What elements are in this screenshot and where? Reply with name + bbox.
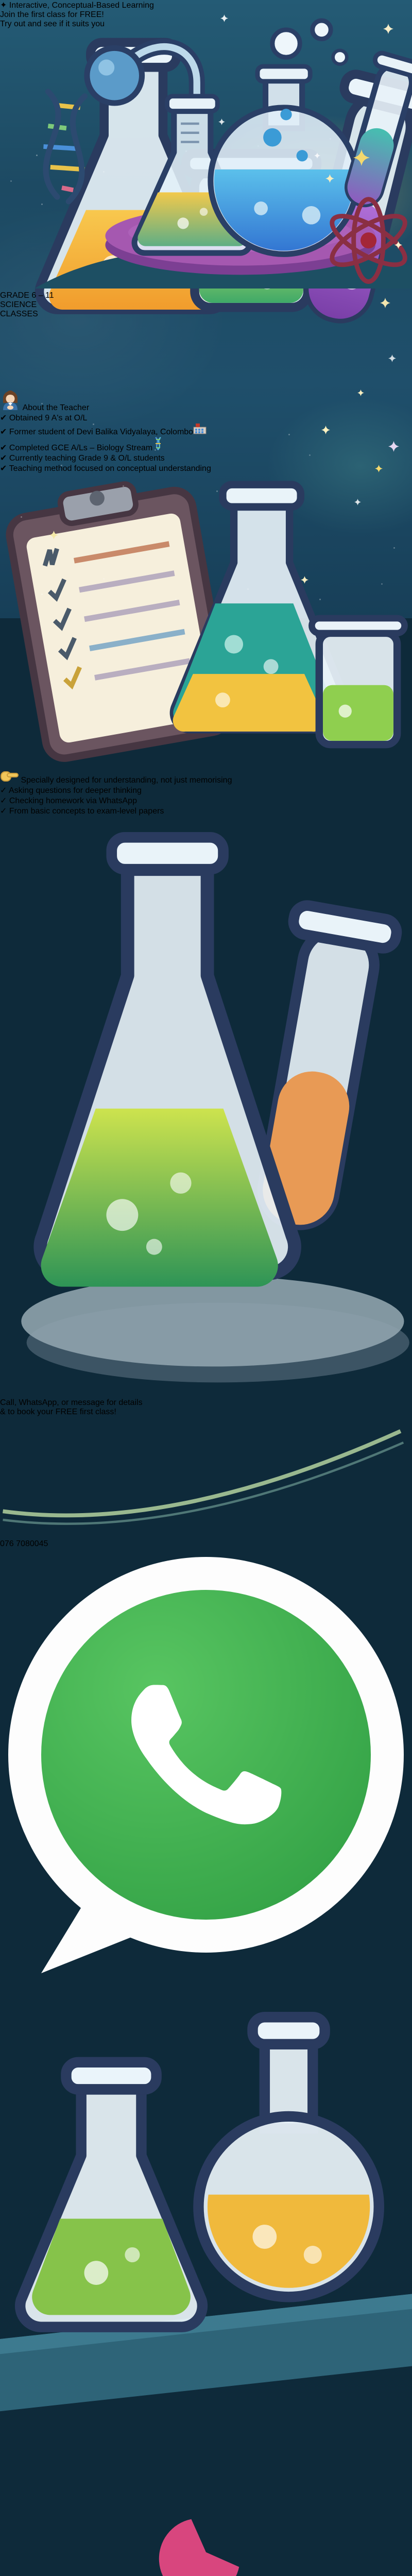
teacher-item xyxy=(0,463,412,473)
checkmark-icon: ✔ xyxy=(0,427,7,436)
method-section xyxy=(0,769,412,816)
teacher-item-text: Former student of Devi Balika Vidyalaya, Colombo xyxy=(9,428,207,436)
free-banner-subtitle: Try out and see if it suits you xyxy=(0,20,105,28)
teacher-item-text: Currently teaching Grade 9 & O/L students xyxy=(9,453,165,463)
method-item xyxy=(0,806,412,816)
teacher-item-text: Obtained 9 A's at O/L xyxy=(9,413,88,422)
checkmark-icon: ✔ xyxy=(0,443,7,452)
small-green-beaker-icon xyxy=(312,618,404,744)
chemistry-lab-illustration xyxy=(0,0,412,289)
checkmark-icon: ✔ xyxy=(0,413,7,422)
clipboard-flask-illustration xyxy=(0,473,412,767)
grade-badge: GRADE 6 – 11 xyxy=(0,291,54,300)
teacher-item-text: Teaching method focused on conceptual understanding xyxy=(9,464,211,473)
confetti-decoration xyxy=(0,2504,412,2576)
green-flask-illustration xyxy=(0,816,412,1396)
method-heading-rest: for understanding, not just memorising xyxy=(89,775,232,785)
small-flasks-illustration xyxy=(0,1984,412,2501)
method-item xyxy=(0,795,412,806)
checkmark-icon: ✔ xyxy=(0,464,7,473)
cta-line1-bold: Call, WhatsApp, or message xyxy=(0,1398,105,1408)
cta-line1-rest: for details xyxy=(104,1398,143,1408)
checkmark-icon: ✓ xyxy=(0,786,7,795)
checkmark-icon: ✔ xyxy=(0,453,7,463)
teacher-card-heading: About the Teacher xyxy=(22,403,90,412)
method-item xyxy=(0,785,412,795)
small-green-flask-icon xyxy=(20,2062,202,2327)
pointing-finger-icon xyxy=(0,769,19,783)
about-teacher-card xyxy=(0,389,412,473)
cta-line2: & to book your FREE first class! xyxy=(0,1408,116,1417)
small-yellow-round-flask-icon xyxy=(198,2018,379,2303)
teacher-item xyxy=(0,413,412,423)
teacher-item xyxy=(0,437,412,453)
teacher-item-text: Completed GCE A/Ls – Biology Stream xyxy=(9,444,164,452)
checkmark-icon: ✓ xyxy=(0,806,7,816)
green-swoosh-decoration xyxy=(0,1417,412,1537)
dna-helix-icon xyxy=(43,92,84,201)
poster-title-line2: CLASSES xyxy=(0,310,38,318)
method-item-text: Asking questions for deeper thinking xyxy=(8,786,142,795)
phone-number: 076 7080045 xyxy=(0,1539,48,1549)
teacher-emoji-icon xyxy=(0,389,21,410)
poster-title-line1: SCIENCE xyxy=(0,300,37,309)
green-erlenmeyer-icon xyxy=(40,837,295,1286)
teacher-item xyxy=(0,423,412,437)
school-emoji-icon xyxy=(193,423,207,434)
method-item-text: From basic concepts to exam-level papers xyxy=(9,806,164,816)
phone-number-pill xyxy=(0,1539,412,1549)
green-sparkle-icon: ✦ xyxy=(0,1,7,10)
whatsapp-icon xyxy=(0,1549,412,1981)
round-flask-icon xyxy=(211,21,359,259)
cta-ribbon xyxy=(0,1398,412,1417)
free-banner-title: Join the first class for FREE! xyxy=(0,10,104,19)
cta-line1 xyxy=(0,1398,412,1408)
test-tube-icon xyxy=(336,52,412,211)
method-item-text: Checking homework via WhatsApp xyxy=(9,796,137,805)
header-banner xyxy=(0,0,412,318)
dna-emoji-icon xyxy=(152,437,164,450)
method-heading-highlight: Specially designed xyxy=(21,775,90,785)
teacher-item xyxy=(0,453,412,463)
checkmark-icon: ✓ xyxy=(0,796,7,805)
tagline-text: Interactive, Conceptual-Based Learning xyxy=(9,1,154,10)
method-heading xyxy=(0,769,412,785)
